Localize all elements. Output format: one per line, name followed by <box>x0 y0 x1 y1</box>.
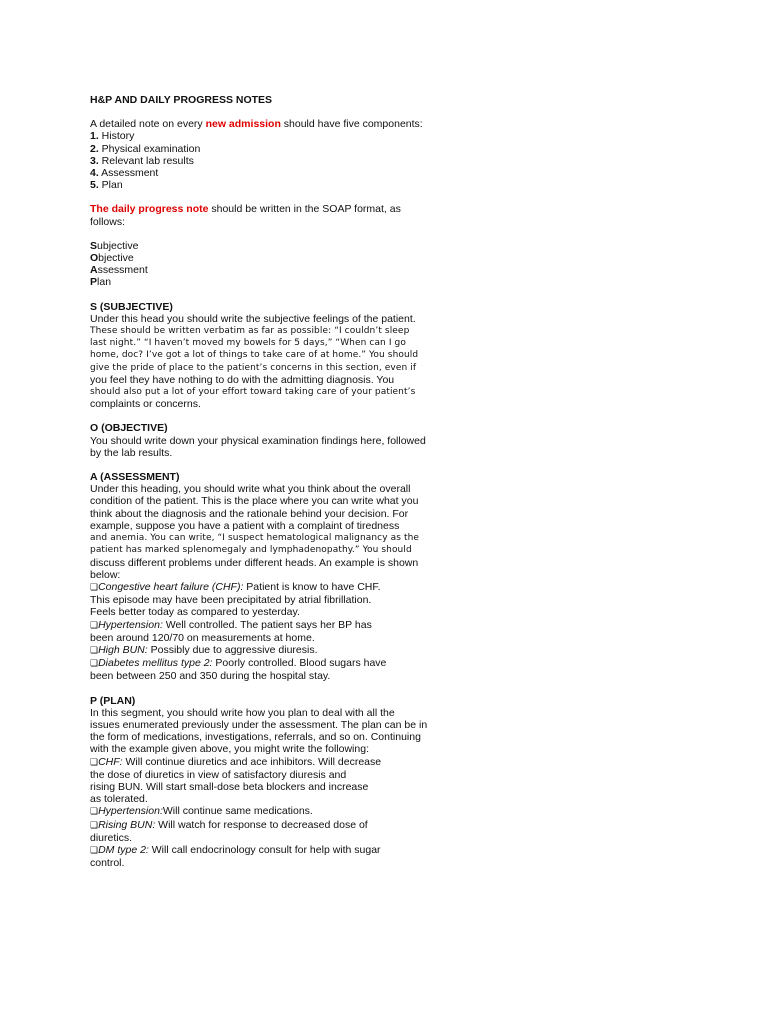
problem-text: Will continue same medications. <box>162 805 313 818</box>
daily-note-line <box>90 203 420 215</box>
paragraph-line: These should be written verbatim as far as possible: “I couldn’t sleep <box>90 326 410 337</box>
plan-section <box>90 706 428 756</box>
problem-label: CHF: <box>98 755 123 768</box>
component-list <box>90 130 420 191</box>
problem-text: Feels better today as compared to yesterday. <box>90 606 300 619</box>
list-text: History <box>98 130 135 143</box>
problem-line <box>90 819 420 832</box>
list-text: Assessment <box>98 167 159 180</box>
paragraph-line: below: <box>90 568 121 581</box>
problem-line <box>90 793 420 805</box>
problem-label: Rising BUN: <box>98 818 156 831</box>
list-item <box>90 179 420 191</box>
daily-note-text: should be written in the SOAP format, as <box>208 203 401 216</box>
problem-text: Will watch for response to decreased dose of <box>155 818 368 831</box>
checkbox-bullet-icon: ❏ <box>90 582 99 593</box>
problem-label: Hypertension: <box>98 805 163 818</box>
problem-text: Possibly due to aggressive diuresis. <box>147 643 318 656</box>
paragraph-line: example, suppose you have a patient with a complaint of tiredness <box>90 519 400 532</box>
paragraph-line: by the lab results. <box>90 446 173 459</box>
problem-line <box>90 781 420 793</box>
problem-text: the dose of diuretics in view of satisfactory diuresis and <box>90 768 347 781</box>
list-item <box>90 155 420 167</box>
problem-line <box>90 632 420 644</box>
checkbox-bullet-icon: ❏ <box>90 820 99 831</box>
problem-text: as tolerated. <box>90 793 148 806</box>
subjective-section <box>90 313 420 411</box>
problem-line <box>90 606 420 618</box>
problem-line <box>90 769 420 781</box>
intro-line <box>90 118 423 131</box>
list-item <box>90 130 420 142</box>
list-text: Plan <box>98 179 123 192</box>
problem-line <box>90 756 420 769</box>
objective-section <box>90 434 426 459</box>
paragraph-line: the form of medications, investigations, referrals, and so on. Continuing <box>90 731 421 744</box>
problem-line <box>90 844 420 857</box>
soap-letter: S <box>90 239 98 252</box>
soap-item <box>90 264 420 276</box>
problem-label: High BUN: <box>98 643 148 656</box>
paragraph-line: In this segment, you should write how you plan to deal with all the <box>90 706 395 719</box>
list-item <box>90 143 420 155</box>
soap-letter: A <box>90 264 98 277</box>
list-number: 3. <box>90 154 99 167</box>
assessment-heading: A (ASSESSMENT) <box>90 471 180 484</box>
problem-line <box>90 832 420 844</box>
soap-item <box>90 276 420 288</box>
checkbox-bullet-icon: ❏ <box>90 757 99 768</box>
problem-label: Congestive heart failure (CHF): <box>98 580 244 593</box>
paragraph-line: you feel they have nothing to do with the admitting diagnosis. You <box>90 373 395 386</box>
soap-word: lan <box>97 276 112 289</box>
plan-item-list <box>90 756 420 870</box>
problem-line <box>90 670 420 682</box>
problem-text: been between 250 and 350 during the hospital stay. <box>90 670 331 683</box>
soap-word: bjective <box>98 252 134 265</box>
document-body <box>90 94 428 870</box>
paragraph-line: You should write down your physical examination findings here, followed <box>90 434 426 447</box>
problem-label: Diabetes mellitus type 2: <box>98 657 213 670</box>
checkbox-bullet-icon: ❏ <box>90 807 99 818</box>
problem-text: control. <box>90 857 125 870</box>
paragraph-line: home, doc? I’ve got a lot of things to take care of at home.” You should <box>90 350 419 361</box>
soap-letter: O <box>90 252 99 265</box>
objective-heading: O (OBJECTIVE) <box>90 422 168 435</box>
problem-text: Will continue diuretics and ace inhibitors. Will decrease <box>122 755 382 768</box>
list-number: 1. <box>90 130 99 143</box>
subjective-heading: S (SUBJECTIVE) <box>90 300 173 313</box>
problem-line <box>90 581 420 594</box>
problem-line <box>90 644 420 657</box>
soap-word: ssessment <box>97 264 148 277</box>
checkbox-bullet-icon: ❏ <box>90 845 99 856</box>
plan-heading: P (PLAN) <box>90 694 136 707</box>
assessment-section <box>90 483 420 581</box>
list-number: 4. <box>90 167 99 180</box>
problem-label: DM type 2: <box>98 843 149 856</box>
problem-text: Will call endocrinology consult for help with sugar <box>148 843 381 856</box>
soap-list <box>90 240 420 289</box>
problem-text: rising BUN. Will start small-dose beta blockers and increase <box>90 780 369 793</box>
checkbox-bullet-icon: ❏ <box>90 659 99 670</box>
list-text: Physical examination <box>98 142 201 155</box>
problem-text: been around 120/70 on measurements at home. <box>90 631 315 644</box>
problem-text: This episode may have been precipitated by atrial fibrillation. <box>90 594 372 607</box>
intro-text: A detailed note on every <box>90 118 206 131</box>
page-title: H&P AND DAILY PROGRESS NOTES <box>90 94 273 106</box>
problem-line <box>90 657 420 670</box>
checkbox-bullet-icon: ❏ <box>90 620 99 631</box>
paragraph-line: complaints or concerns. <box>90 398 201 411</box>
list-item <box>90 167 420 179</box>
problem-line <box>90 805 420 818</box>
problem-text: diuretics. <box>90 831 133 844</box>
problem-text: Well controlled. The patient says her BP has <box>162 618 372 631</box>
problem-line <box>90 857 420 869</box>
paragraph-line: condition of the patient. This is the place where you can write what you <box>90 495 419 508</box>
daily-note-line-2: follows: <box>90 215 126 228</box>
paragraph-line: think about the diagnosis and the rationale behind your decision. For <box>90 507 409 520</box>
problem-text: Poorly controlled. Blood sugars have <box>212 657 387 670</box>
paragraph-line: last night.” “I haven’t moved my bowels for 5 days,” “When can I go <box>90 338 406 349</box>
soap-letter: P <box>90 276 98 289</box>
new-admission-highlight: new admission <box>205 118 281 131</box>
soap-item <box>90 240 420 252</box>
problem-text: Patient is know to have CHF. <box>243 580 381 593</box>
paragraph-line: with the example given above, you might write the following: <box>90 743 369 756</box>
paragraph-line: issues enumerated previously under the assessment. The plan can be in <box>90 718 428 731</box>
paragraph-line: Under this head you should write the subjective feelings of the patient. <box>90 312 416 325</box>
assessment-problem-list <box>90 581 420 683</box>
paragraph-line: give the pride of place to the patient’s concerns in this section, even if <box>90 362 417 373</box>
intro-text-end: should have five components: <box>280 118 423 131</box>
daily-note-highlight: The daily progress note <box>90 203 209 216</box>
problem-line <box>90 594 420 606</box>
soap-item <box>90 252 420 264</box>
paragraph-line: Under this heading, you should write what you think about the overall <box>90 483 411 496</box>
paragraph-line: patient has marked splenomegaly and lymphadenopathy.” You should <box>90 545 412 556</box>
list-number: 2. <box>90 142 99 155</box>
paragraph-line: discuss different problems under different heads. An example is shown <box>90 556 419 569</box>
checkbox-bullet-icon: ❏ <box>90 645 99 656</box>
list-text: Relevant lab results <box>98 154 194 167</box>
list-number: 5. <box>90 179 99 192</box>
paragraph-line: should also put a lot of your effort toward taking care of your patient’s <box>90 387 416 398</box>
paragraph-line: and anemia. You can write, “I suspect hematological malignancy as the <box>90 533 420 544</box>
soap-word: ubjective <box>97 239 139 252</box>
problem-label: Hypertension: <box>98 618 163 631</box>
problem-line <box>90 619 420 632</box>
